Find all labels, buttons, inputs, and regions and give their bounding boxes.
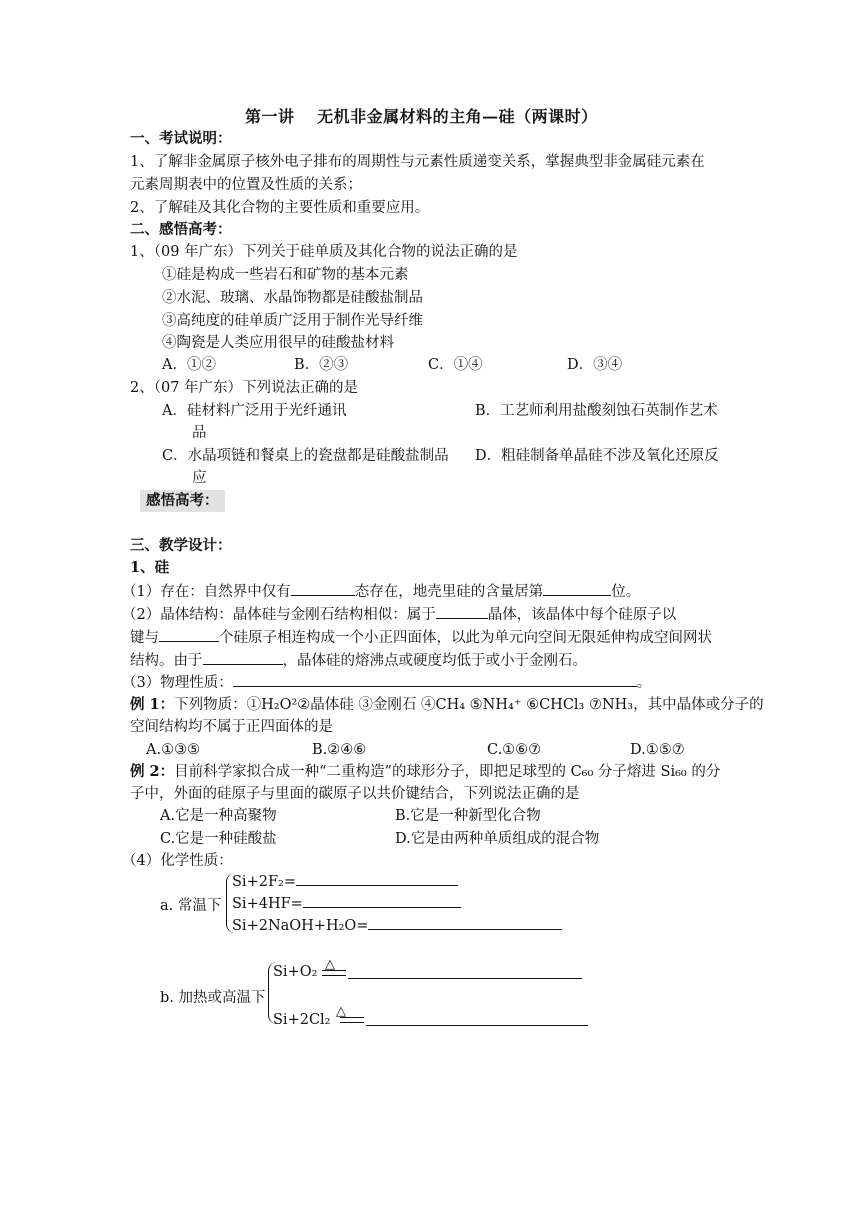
structure-text-f: ，晶体硅的熔沸点或硬度均低于或小于金刚石。 [282, 653, 587, 669]
example1-line2: 空间结构均不属于正四面体的是 [130, 719, 333, 735]
example2-text: 目前科学家拟合成一种“二重构造”的球形分子，即把足球型的 C₆₀ 分子熔进 Si₆₀ 的分 [174, 764, 721, 780]
blank-field [296, 870, 458, 886]
q2-option-c: C．水晶项链和餐桌上的瓷盘都是硅酸盐制品 [162, 448, 449, 464]
q1-statement-4: ④陶瓷是人类应用很早的硅酸盐材料 [162, 335, 394, 351]
heat-symbol: △ [325, 957, 335, 972]
q1-option-b: B．②③ [294, 357, 349, 373]
structure-text-d: 个硅原子相连构成一个小正四面体，以此为单元向空间无限延伸构成空间网状 [219, 630, 712, 646]
example1-text: 下列物质：①H₂O²②晶体硅 ③金刚石 ④CH₄ ⑤NH₄⁺ ⑥CHCl₃ ⑦NH₃，其中晶体或分子的 [174, 697, 764, 713]
example2-option-b: B.它是一种新型化合物 [395, 808, 541, 824]
example2-line1 [130, 761, 720, 783]
structure-line1 [122, 603, 676, 626]
heat-symbol: △ [336, 1004, 346, 1019]
eq-si-f2: Si+2F₂= [232, 870, 458, 893]
section3-heading: 三、教学设计： [130, 537, 232, 554]
example2-option-a: A.它是一种高聚物 [160, 808, 277, 824]
blank-field [368, 914, 562, 930]
blank-field [436, 603, 488, 619]
heating-label: b. 加热或高温下 [160, 990, 266, 1006]
physical-properties-line [122, 671, 651, 694]
structure-text-a: （2）晶体结构：晶体硅与金刚石结构相似：属于 [122, 607, 436, 623]
equals-sign [340, 1017, 364, 1023]
q1-option-c: C．①④ [428, 357, 483, 373]
structure-line3 [130, 649, 587, 672]
eq-si-o2-formula: Si+O₂ [273, 964, 318, 980]
blank-field [291, 580, 355, 596]
existence-text-b: 态存在，地壳里硅的含量居第 [354, 584, 544, 600]
example1-label: 例 1： [130, 696, 175, 713]
exam-item2: 2、了解硅及其化合物的主要性质和重要应用。 [130, 200, 430, 216]
example2-option-d: D.它是由两种单质组成的混合物 [395, 831, 600, 847]
physical-text-a: （3）物理性质： [122, 675, 233, 691]
exam-item1-line2: 元素周期表中的位置及性质的关系； [130, 177, 362, 193]
blank-field [303, 892, 461, 908]
exam-item1-line1: 1、了解非金属原子核外电子排布的周期性与元素性质递变关系，掌握典型非金属硅元素在 [130, 154, 705, 170]
blank-field [203, 649, 283, 665]
example2-line2: 子中，外面的硅原子与里面的碳原子以共价键结合，下列说法正确的是 [130, 786, 580, 802]
section2-heading: 二、感悟高考： [130, 221, 232, 238]
example1-option-d: D.①⑤⑦ [630, 742, 685, 758]
blank-field [159, 626, 219, 642]
structure-line2 [130, 626, 712, 649]
example1-option-c: C.①⑥⑦ [487, 742, 542, 758]
structure-text-c: 键与 [130, 630, 159, 646]
blank-field [366, 1010, 588, 1026]
page-title: 第一讲 无机非金属材料的主角—硅（两课时） [245, 107, 598, 126]
q1-statement-2: ②水泥、玻璃、水晶饰物都是硅酸盐制品 [162, 290, 423, 306]
example1-line1 [130, 694, 764, 716]
q2-stem: 2、（07 年广东）下列说法正确的是 [130, 380, 359, 396]
q2-option-a: A．硅材料广泛用于光纤通讯 [162, 403, 347, 419]
blank-field [543, 580, 611, 596]
example1-option-b: B.②④⑥ [312, 742, 367, 758]
existence-line [122, 580, 640, 603]
room-temp-label: a. 常温下 [160, 898, 222, 914]
blank-field [233, 671, 637, 687]
existence-text-c: 位。 [611, 584, 641, 600]
q2-option-d-line2: 应 [192, 470, 207, 486]
example2-option-c: C.它是一种硅酸盐 [160, 831, 277, 847]
existence-text-a: （1）存在：自然界中仅有 [122, 584, 291, 600]
q1-option-a: A．①② [162, 357, 216, 373]
structure-text-e: 结构。由于 [130, 653, 203, 669]
eq-si-naoh: Si+2NaOH+H₂O= [232, 914, 562, 937]
q1-statement-3: ③高纯度的硅单质广泛用于制作光导纤维 [162, 313, 423, 329]
highlight-label: 感悟高考： [140, 490, 225, 512]
physical-text-b: 。 [636, 675, 652, 691]
structure-text-b: 晶体，该晶体中每个硅原子以 [487, 607, 677, 623]
q1-option-d: D．③④ [567, 357, 623, 373]
q1-stem: 1、（09 年广东）下列关于硅单质及其化合物的说法正确的是 [130, 244, 518, 260]
equals-sign [322, 970, 346, 976]
example2-label: 例 2： [130, 763, 175, 780]
subsection-silicon: 1、硅 [130, 559, 170, 576]
q2-option-b-line1: B．工艺师利用盐酸刻蚀石英制作艺术 [475, 403, 718, 419]
chemical-properties-heading: （4）化学性质： [122, 853, 233, 869]
q2-option-d-line1: D．粗硅制备单晶硅不涉及氧化还原反 [475, 448, 719, 464]
q2-option-b-line2: 品 [192, 425, 207, 441]
example1-option-a: A.①③⑤ [146, 742, 201, 758]
blank-field [348, 963, 582, 979]
eq-si-hf: Si+4HF= [232, 892, 461, 915]
q1-statement-1: ①硅是构成一些岩石和矿物的基本元素 [162, 267, 409, 283]
eq-si-cl2-formula: Si+2Cl₂ [273, 1012, 331, 1028]
section1-heading: 一、考试说明： [130, 130, 232, 147]
